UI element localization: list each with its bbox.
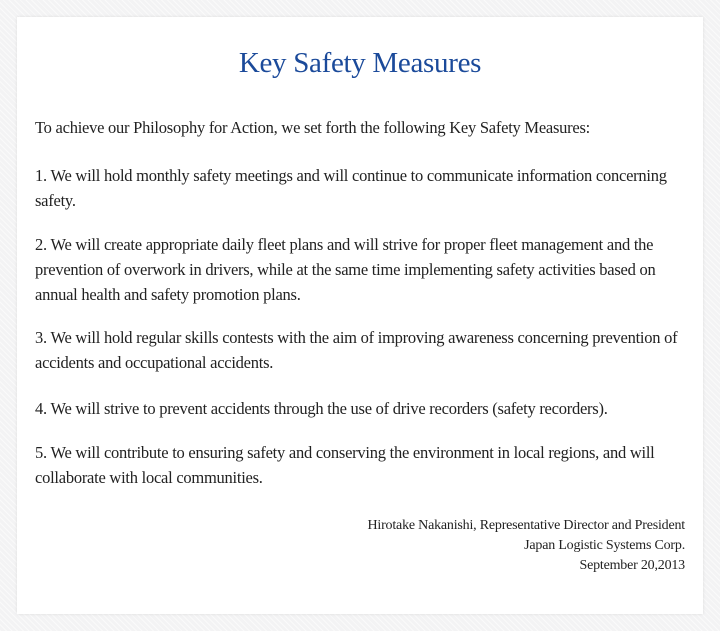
- signatory-name-title: Hirotake Nakanishi, Representative Director and President: [367, 518, 685, 533]
- measure-item-3: 3. We will hold regular skills contests with the aim of improving awareness concerning prevention of accidents and occupational accidents.: [35, 328, 678, 372]
- page-title: Key Safety Measures: [238, 47, 482, 79]
- signature-block: [368, 516, 686, 576]
- intro-text: To achieve our Philosophy for Action, we set forth the following Key Safety Measures:: [35, 118, 590, 137]
- measure-item-5: 5. We will contribute to ensuring safety and conserving the environment in local regions, and will collaborate with local communities.: [35, 443, 655, 487]
- measure-item-4: 4. We will strive to prevent accidents through the use of drive recorders (safety recorders).: [35, 399, 608, 418]
- company-name: Japan Logistic Systems Corp.: [524, 538, 685, 553]
- measure-item-1: 1. We will hold monthly safety meetings and will continue to communicate information concerning safety.: [35, 166, 667, 210]
- measure-item-2: 2. We will create appropriate daily fleet plans and will strive for proper fleet management and the prevention of overwork in drivers, while at the same time implementing safety activities based on annual health and safety promotion plans.: [35, 235, 656, 304]
- signature-date: September 20,2013: [579, 558, 685, 573]
